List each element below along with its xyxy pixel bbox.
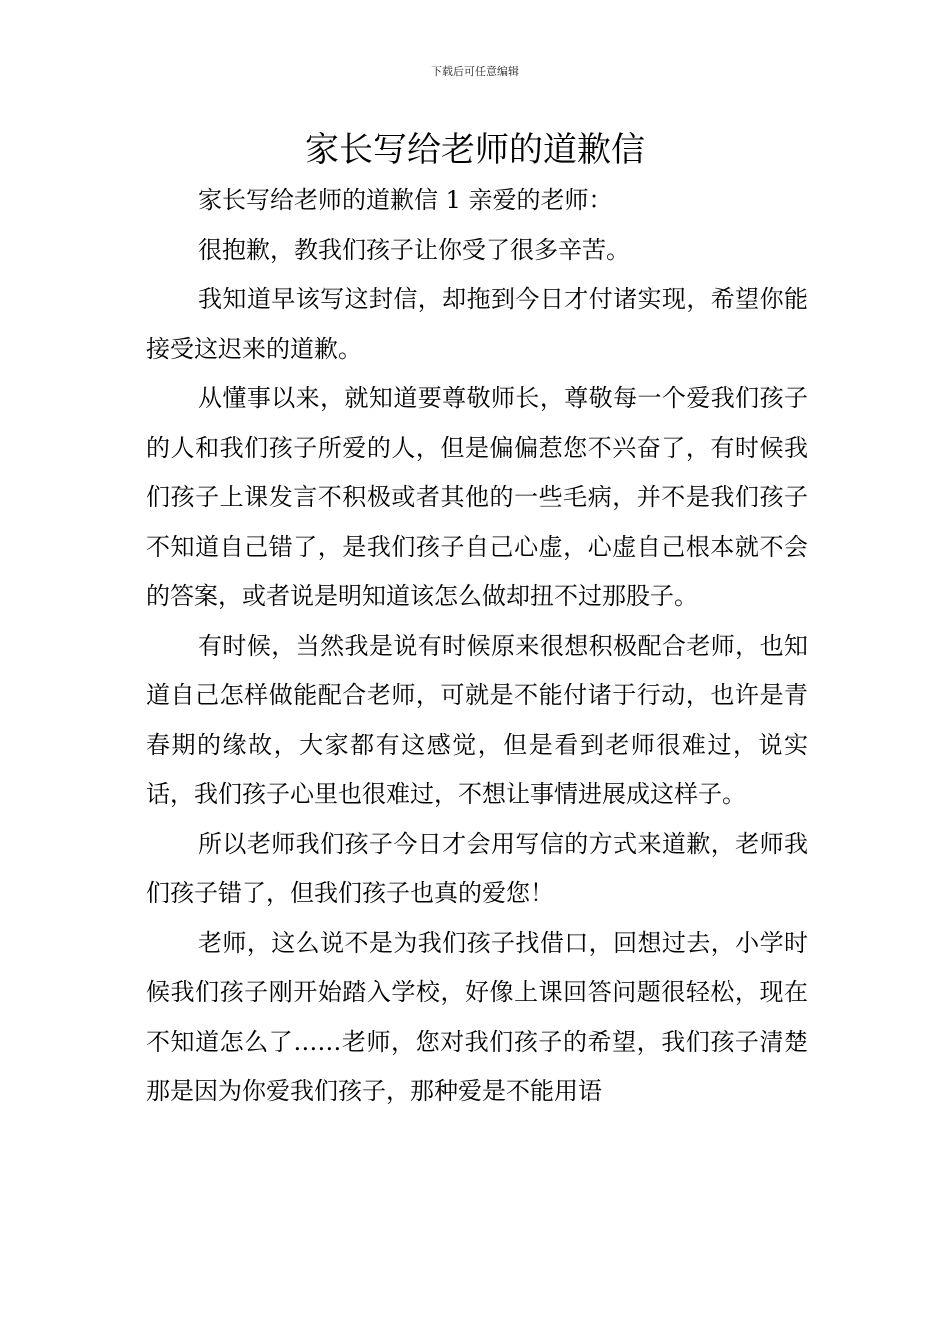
paragraph-3: 我知道早该写这封信，却拖到今日才付诸实现，希望你能接受这迟来的道歉。 [146,285,808,363]
page-header-note: 下载后可任意编辑 [431,65,519,78]
document-body [146,176,808,1117]
paragraph-4: 从懂事以来，就知道要尊敬师长，尊敬每一个爱我们孩子的人和我们孩子所爱的人，但是偏偏惹您不兴奋了，有时候我们孩子上课发言不积极或者其他的一些毛病，并不是我们孩子不知道自己错了，是我们孩子自己心虚，心虚自己根本就不会的答案，或者说是明知道该怎么做却扭不过那股子。 [146,384,808,610]
paragraph-6: 所以老师我们孩子今日才会用写信的方式来道歉，老师我们孩子错了，但我们孩子也真的爱您！ [146,829,808,907]
paragraph-7: 老师，这么说不是为我们孩子找借口，回想过去，小学时候我们孩子刚开始踏入学校，好像上课回答问题很轻松，现在不知道怎么了……老师，您对我们孩子的希望，我们孩子清楚那是因为你爱我们孩子，那种爱是不能用语 [146,928,808,1105]
document-title: 家长写给老师的道歉信 [305,130,645,170]
paragraph-2: 很抱歉，教我们孩子让你受了很多辛苦。 [198,235,630,264]
paragraph-1: 家长写给老师的道歉信 1 亲爱的老师： [198,186,613,214]
paragraph-5: 有时候，当然我是说有时候原来很想积极配合老师，也知道自己怎样做能配合老师，可就是不能付诸于行动，也许是青春期的缘故，大家都有这感觉，但是看到老师很难过，说实话，我们孩子心里也很难过，不想让事情进展成这样子。 [146,631,808,808]
